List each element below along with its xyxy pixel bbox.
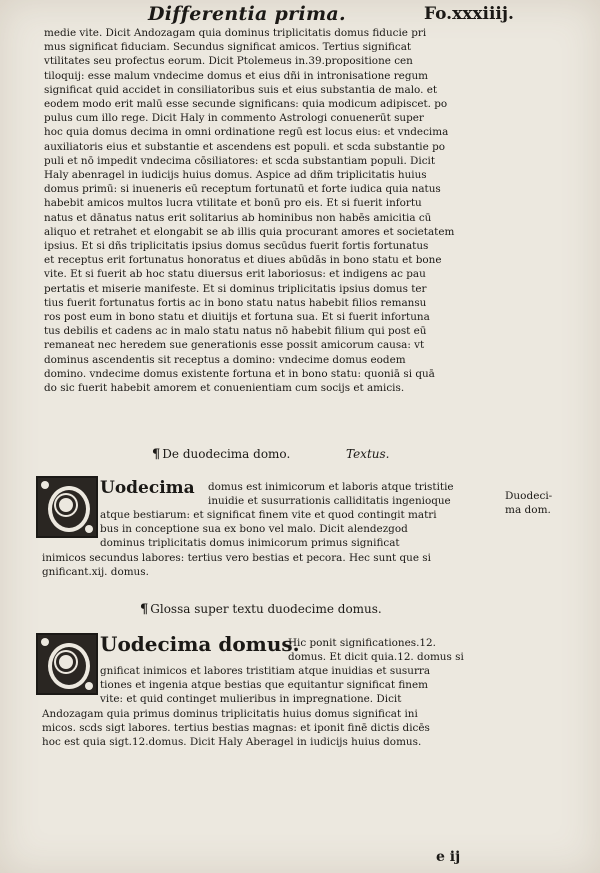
section-label-textus: Textus.: [346, 447, 390, 461]
text-line: domus primū: si inueneris eū receptum fortunatū et forte iudica quia natus: [44, 183, 441, 196]
text-line: vite: et quid continget mulieribus in impregnatione. Dicit: [100, 693, 402, 706]
text-line: natus et dānatus natus erit solitarius ab hominibus non habēs amicitia cū: [44, 211, 432, 224]
decorated-initial-o: [36, 476, 98, 538]
text-line: tus debilis et cadens ac in malo statu natus nō habebit filium qui post eū: [44, 325, 427, 338]
text-line: vite. Et si fuerit ab hoc statu diuersus erit laboriosus: et indigens ac pau: [44, 268, 426, 281]
text-line: gnificat inimicos et labores tristitiam atque inuidias et susurra: [100, 665, 431, 677]
text-line: domino. vndecime domus existente fortuna et in bono statu: quoniā si quā: [44, 367, 435, 380]
text-line: et receptus erit fortunatus honoratus et diues abūdās in bono statu et bone: [44, 254, 442, 267]
text-line: dominus ascendentis sit receptus a domino: vndecime domus eodem: [44, 353, 406, 366]
section-heading: ¶ De duodecima domo.: [152, 447, 291, 462]
text-line: gnificant.xij. domus.: [42, 565, 149, 578]
section-two-text: [42, 664, 431, 749]
signature-mark: e ij: [436, 849, 461, 865]
text-line: aliquo et retrahet et elongabit se ab illis quia procurant amores et societatem: [44, 225, 455, 238]
text-line: Haly abenragel in iudicijs huius domus. Aspice ad dñm triplicitatis huius: [44, 169, 427, 182]
text-line: ipsius. Et si dñs triplicitatis ipsius domus secūdus fuerit fortis fortunatus: [44, 240, 429, 253]
text-line: tius fuerit fortunatus fortis ac in bono statu natus habebit filios remansu: [44, 296, 427, 309]
text-line: vtilitates seu profectus eorum. Dicit Ptolemeus in.39.propositione cen: [44, 55, 413, 68]
section-two-first-lines: [100, 632, 464, 664]
margin-note: Duodeci- ma dom.: [505, 490, 553, 516]
text-line: dominus triplicitatis domus inimicorum primus significat: [100, 537, 400, 550]
text-line: inuidie et susurrationis calliditatis ingenioque: [208, 495, 451, 508]
text-line: domus est inimicorum et laboris atque tristitie: [208, 481, 454, 493]
text-line: remaneat nec heredem sue generationis esse possit amicorum causa: vt: [44, 339, 425, 352]
main-text-block: [44, 26, 454, 395]
text-line: hoc quia domus decima in omni ordinatione regū est locus eius: et vndecima: [44, 126, 449, 139]
text-line: micos. scds sigt labores. tertius bestias magnas: et iponit finē dictis dicēs: [42, 721, 430, 734]
text-line: atque bestiarum: et significat finem vite et quod contingit matri: [100, 509, 437, 521]
decorated-initial-o: [36, 633, 98, 695]
lead-word: Uodecima: [100, 478, 195, 498]
text-line: auxiliatoris eius et substantie et ascendens est populi. et scda substantie po: [44, 140, 445, 153]
text-line: hoc est quia sigt.12.domus. Dicit Haly Aberagel in iudicijs huius domus.: [42, 736, 422, 749]
text-line: medie vite. Dicit Andozagam quia dominus triplicitatis domus fiducie pri: [44, 27, 427, 39]
glossa-heading: ¶ Glossa super textu duodecime domus.: [140, 602, 382, 617]
text-line: bus in conceptione sua ex bono vel malo. Dicit alendezgod: [100, 523, 408, 536]
section-one-first-lines: [100, 480, 454, 508]
text-line: eodem modo erit malū esse secunde significans: quia modicum adipiscet. po: [44, 98, 448, 111]
section-one-text: [42, 508, 437, 579]
text-line: tiones et ingenia atque bestias que equitantur significat finem: [100, 679, 428, 692]
pilcrow-icon: ¶: [140, 602, 149, 617]
text-line: tiloquij: esse malum vndecime domus et eius dñi in intronisatione regum: [44, 69, 429, 82]
pilcrow-icon: ¶: [152, 447, 161, 462]
text-line: ros post eum in bono statu et diuitijs et fortuna sua. Et si fuerit infortuna: [44, 311, 430, 324]
text-line: mus significat fiduciam. Secundus significat amicos. Tertius significat: [44, 41, 412, 54]
text-line: Hic ponit significationes.12.: [288, 637, 436, 649]
text-line: significat quid accidet in consiliatoribus suis et eius substantia de malo. et: [44, 83, 438, 96]
running-title: Differentia prima.: [148, 3, 346, 25]
text-line: habebit amicos multos lucra vtilitate et bonū pro eis. Et si fuerit infortu: [44, 197, 422, 210]
text-line: do sic fuerit habebit amorem et conuenientiam cum socijs et amicis.: [44, 382, 405, 395]
lead-word: Uodecima domus.: [100, 632, 300, 656]
text-line: pulus cum illo rege. Dicit Haly in commento Astrologi conuenerūt super: [44, 112, 424, 125]
text-line: domus. Et dicit quia.12. domus si: [288, 651, 464, 664]
text-line: pertatis et miserie manifeste. Et si dominus triplicitatis ipsius domus ter: [44, 282, 427, 295]
folio-number: Fo.xxxiiij.: [424, 4, 514, 24]
text-line: puli et nō impedit vndecima cōsiliatores: et scda substantiam populi. Dicit: [44, 154, 436, 167]
text-line: inimicos secundus labores: tertius vero bestias et pecora. Hec sunt que si: [42, 551, 431, 564]
text-line: Andozagam quia primus dominus triplicitatis huius domus significat ini: [42, 707, 418, 720]
